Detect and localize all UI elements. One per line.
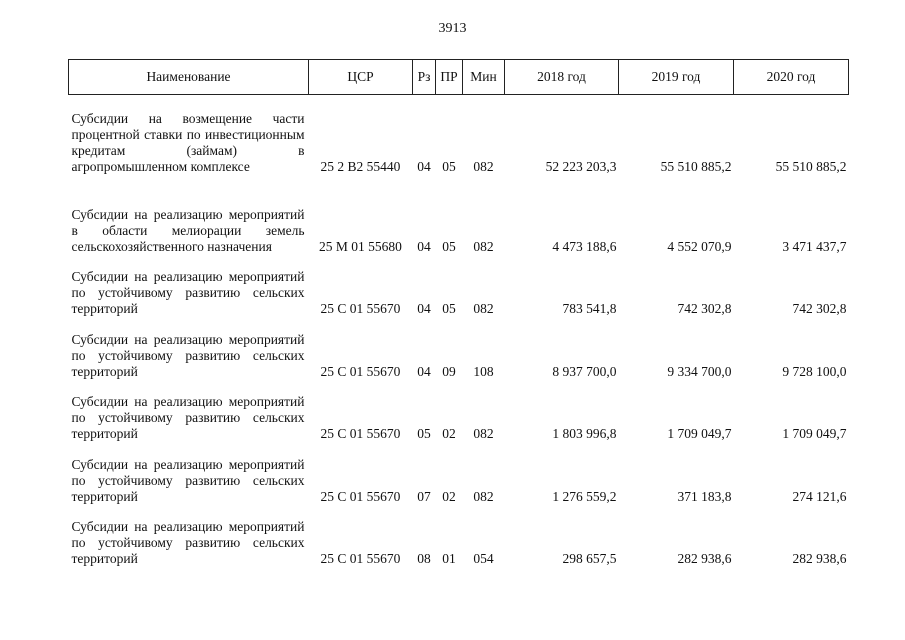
row-min: 082 xyxy=(473,238,494,254)
row-2019: 55 510 885,2 xyxy=(660,158,732,174)
row-csr: 25 2 В2 55440 xyxy=(320,158,401,174)
row-2020: 9 728 100,0 xyxy=(782,363,847,379)
row-min: 082 xyxy=(473,488,494,504)
row-min: 082 xyxy=(473,426,494,441)
row-pr: 01 xyxy=(442,551,456,566)
row-rz: 04 xyxy=(417,238,431,254)
budget-table xyxy=(68,59,849,567)
row-name: Субсидии на реализацию мероприятий по устойчивому развитию сельских территорий xyxy=(71,394,305,441)
table-row xyxy=(69,505,849,568)
row-2019: 742 302,8 xyxy=(677,301,732,316)
row-pr: 05 xyxy=(442,158,456,174)
row-min: 082 xyxy=(473,301,494,316)
row-rz: 05 xyxy=(417,426,431,441)
row-2019: 371 183,8 xyxy=(677,488,732,504)
table-row xyxy=(69,317,849,380)
table-header-row xyxy=(69,60,849,95)
row-2020: 742 302,8 xyxy=(792,301,847,316)
table-row xyxy=(69,442,849,505)
row-csr: 25 С 01 55670 xyxy=(320,363,401,379)
row-2018: 783 541,8 xyxy=(562,301,617,316)
row-2019: 282 938,6 xyxy=(677,551,732,566)
header-rz: Рз xyxy=(413,60,436,95)
row-2018: 52 223 203,3 xyxy=(545,158,617,174)
row-pr: 02 xyxy=(442,488,456,504)
row-name: Субсидии на реализацию мероприятий по устойчивому развитию сельских территорий xyxy=(71,456,305,504)
header-pr: ПР xyxy=(436,60,463,95)
row-pr: 05 xyxy=(442,301,456,316)
row-rz: 07 xyxy=(417,488,431,504)
row-min: 082 xyxy=(473,158,494,174)
row-csr: 25 С 01 55670 xyxy=(320,426,401,441)
table-row xyxy=(69,95,849,175)
row-csr: 25 С 01 55670 xyxy=(320,551,401,566)
row-csr: 25 С 01 55670 xyxy=(320,301,401,316)
row-rz: 04 xyxy=(417,301,431,316)
row-csr: 25 С 01 55670 xyxy=(320,488,401,504)
row-2020: 274 121,6 xyxy=(792,488,847,504)
row-name: Субсидии на реализацию мероприятий по устойчивому развитию сельских территорий xyxy=(71,519,305,566)
row-csr: 25 М 01 55680 xyxy=(319,238,402,254)
row-name: Субсидии на возмещение части процентной ставки по инвестиционным кредитам (займам) в агропромышленном комплексе xyxy=(71,110,305,174)
row-rz: 04 xyxy=(417,158,431,174)
table-row xyxy=(69,255,849,318)
row-min: 108 xyxy=(473,363,494,379)
row-min: 054 xyxy=(473,551,494,566)
header-name: Наименование xyxy=(69,60,309,95)
page-number: 3913 xyxy=(438,21,467,36)
row-name: Субсидии на реализацию мероприятий в области мелиорации земель сельскохозяйственного назначения xyxy=(71,206,305,254)
row-2020: 1 709 049,7 xyxy=(782,426,847,441)
table-row xyxy=(69,380,849,443)
row-2020: 3 471 437,7 xyxy=(782,238,847,254)
header-csr: ЦСР xyxy=(309,60,413,95)
row-2018: 4 473 188,6 xyxy=(552,238,617,254)
row-2018: 1 803 996,8 xyxy=(552,426,617,441)
row-rz: 04 xyxy=(417,363,431,379)
header-2018: 2018 год xyxy=(505,60,619,95)
row-pr: 09 xyxy=(442,363,456,379)
table-row xyxy=(69,175,849,255)
row-2019: 1 709 049,7 xyxy=(667,426,732,441)
header-2019: 2019 год xyxy=(619,60,734,95)
row-rz: 08 xyxy=(417,551,431,566)
row-2020: 282 938,6 xyxy=(792,551,847,566)
row-pr: 02 xyxy=(442,426,456,441)
row-2018: 298 657,5 xyxy=(562,551,617,566)
row-2018: 1 276 559,2 xyxy=(552,488,617,504)
header-2020: 2020 год xyxy=(734,60,849,95)
row-name: Субсидии на реализацию мероприятий по устойчивому развитию сельских территорий xyxy=(71,331,305,379)
row-pr: 05 xyxy=(442,238,456,254)
row-2018: 8 937 700,0 xyxy=(552,363,617,379)
row-2020: 55 510 885,2 xyxy=(775,158,847,174)
row-name: Субсидии на реализацию мероприятий по устойчивому развитию сельских территорий xyxy=(71,269,305,316)
row-2019: 4 552 070,9 xyxy=(667,238,732,254)
header-min: Мин xyxy=(463,60,505,95)
row-2019: 9 334 700,0 xyxy=(667,363,732,379)
